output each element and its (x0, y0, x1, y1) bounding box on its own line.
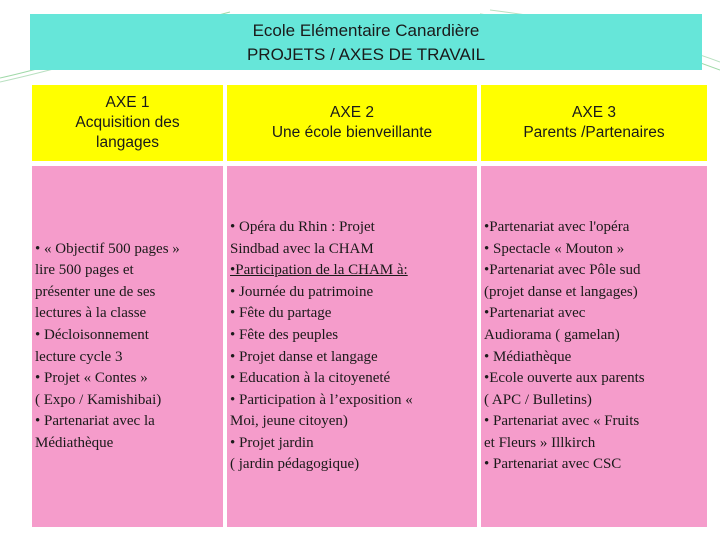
axe-3-line: •Partenariat avec Pôle sud (484, 262, 641, 279)
school-name: Ecole Elémentaire Canardière (252, 21, 480, 40)
axe-3-line: • Partenariat avec « Fruits (484, 413, 640, 430)
axe-1-line: lire 500 pages et (35, 262, 134, 279)
axe-3-content (481, 166, 707, 527)
axe-1-line: • « Objectif 500 pages » (35, 240, 180, 257)
axe-1-line: • Partenariat avec la (35, 413, 155, 430)
axe-2-line: • Projet danse et langage (230, 348, 378, 365)
axe-2-line: Sindbad avec la CHAM (230, 240, 374, 257)
axe-3-line: ( APC / Bulletins) (484, 391, 592, 408)
axe-3-heading (481, 85, 707, 161)
axe-2-number: AXE 2 (330, 104, 374, 121)
axe-1-heading (32, 85, 223, 161)
axe-2-line: ( jardin pédagogique) (230, 456, 360, 473)
axe-3-line: •Ecole ouverte aux parents (484, 370, 645, 387)
axe-1-line: • Projet « Contes » (35, 370, 148, 387)
axe-2-line: • Opéra du Rhin : Projet (230, 218, 375, 235)
axe-3-line: (projet danse et langages) (484, 283, 638, 300)
axes-table (32, 85, 708, 530)
axe-2-content (227, 166, 477, 527)
axe-2-line-underlined: •Participation de la CHAM à: (230, 262, 408, 279)
axe-2-line: • Participation à l’exposition « (230, 391, 413, 408)
axe-2-line: • Fête du partage (230, 305, 332, 322)
axe-3-line: •Partenariat avec (484, 305, 586, 322)
axe-2-line: • Fête des peuples (230, 326, 339, 343)
axe-3-line: • Médiathèque (484, 348, 572, 365)
axe-2-line: • Journée du patrimoine (230, 283, 374, 300)
axe-1-title-line: langages (96, 134, 159, 151)
axe-3-title-line: Parents /Partenaires (523, 124, 665, 141)
axe-2-line: • Projet jardin (230, 434, 314, 451)
page-subtitle: PROJETS / AXES DE TRAVAIL (246, 45, 486, 64)
axe-2-line: • Education à la citoyeneté (230, 370, 391, 387)
axe-1-line: ( Expo / Kamishibai) (35, 391, 162, 408)
axe-3-line: • Partenariat avec CSC (484, 456, 622, 473)
axe-1-line: • Décloisonnement (35, 326, 149, 343)
axe-1-title-line: Acquisition des (75, 114, 180, 131)
axe-3-line: et Fleurs » Illkirch (484, 434, 596, 451)
axe-1-line: Médiathèque (35, 434, 114, 451)
title-banner (30, 14, 702, 70)
axe-1-line: lecture cycle 3 (35, 348, 123, 365)
axe-3-number: AXE 3 (572, 104, 616, 121)
axe-3-line: • Spectacle « Mouton » (484, 240, 625, 257)
axe-3-line: •Partenariat avec l'opéra (484, 218, 630, 235)
axe-2-heading (227, 85, 477, 161)
axe-1-line: lectures à la classe (35, 305, 147, 322)
axe-3-line: Audiorama ( gamelan) (484, 326, 620, 343)
axe-2-line: Moi, jeune citoyen) (230, 413, 348, 430)
axe-1-line: présenter une de ses (35, 283, 156, 300)
axe-2-title-line: Une école bienveillante (271, 124, 433, 141)
axe-1-number: AXE 1 (105, 94, 150, 111)
axe-1-content (32, 166, 223, 527)
